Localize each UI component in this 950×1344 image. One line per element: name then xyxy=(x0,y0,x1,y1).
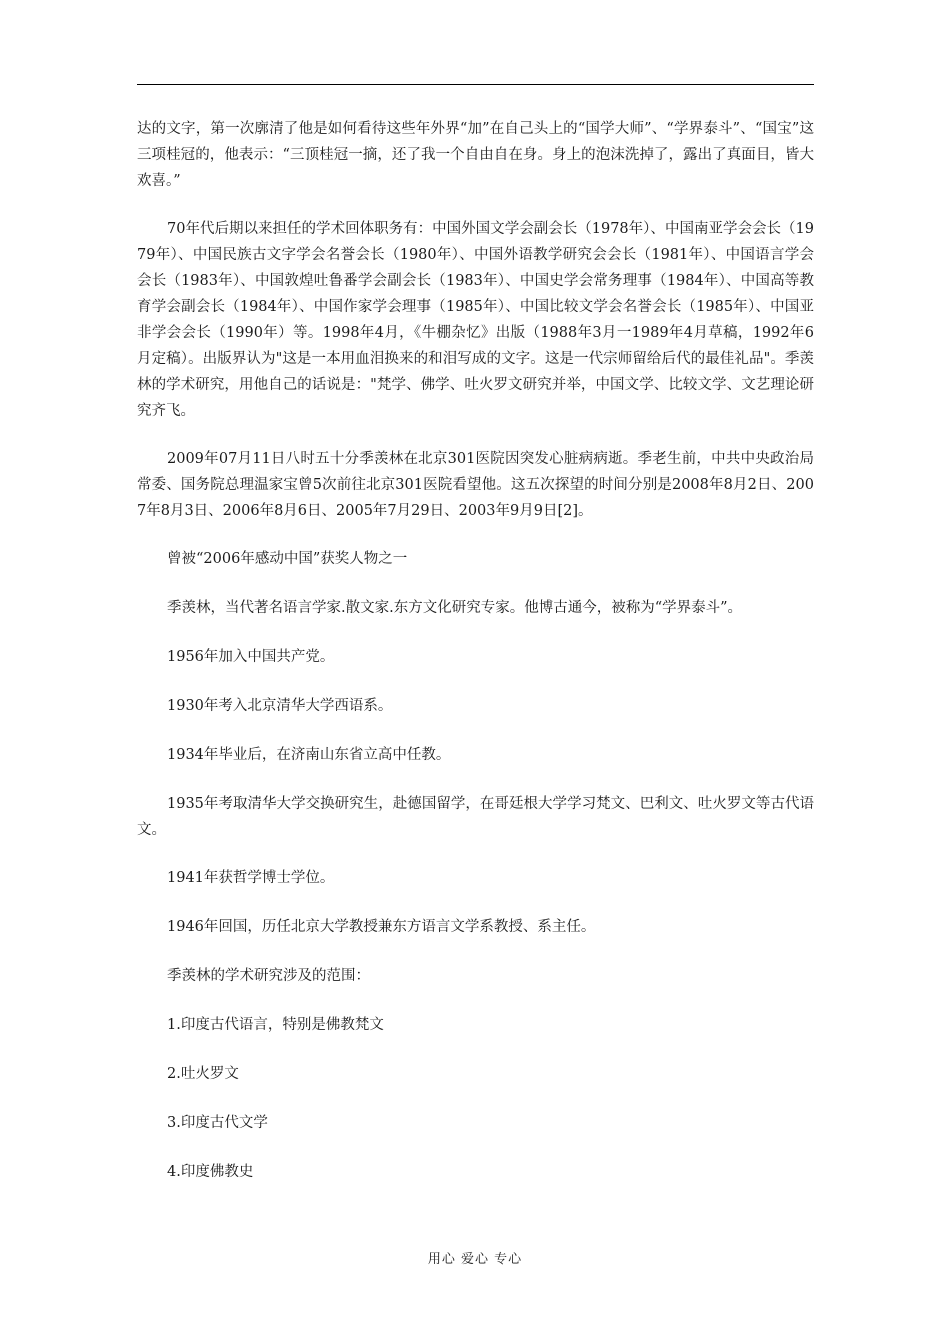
paragraph-1946: 1946年回国，历任北京大学教授兼东方语言文学系教授、系主任。 xyxy=(167,919,596,935)
list-item-literature: 3.印度古代文学 xyxy=(167,1115,268,1131)
page-footer: 用心 爱心 专心 xyxy=(427,1252,523,1267)
paragraph-intro: 季羡林，当代著名语言学家.散文家.东方文化研究专家。他博古通今，被称为“学界泰斗”。 xyxy=(167,600,743,616)
paragraph-1930: 1930年考入北京清华大学西语系。 xyxy=(167,698,393,714)
header-rule xyxy=(137,84,814,85)
paragraph-research-scope: 季羡林的学术研究涉及的范围： xyxy=(167,968,370,984)
paragraph-1934: 1934年毕业后，在济南山东省立高中任教。 xyxy=(167,747,451,763)
list-item-tocharian: 2.吐火罗文 xyxy=(167,1066,239,1082)
list-item-buddhism-history: 4.印度佛教史 xyxy=(167,1164,254,1180)
paragraph-1935: 1935年考取清华大学交换研究生，赴德国留学，在哥廷根大学学习梵文、巴利文、吐火罗文等古代语文。 xyxy=(137,796,814,838)
list-item-sanskrit: 1.印度古代语言，特别是佛教梵文 xyxy=(167,1017,384,1033)
paragraph-1956: 1956年加入中国共产党。 xyxy=(167,649,335,665)
paragraph-continuation: 达的文字，第一次廓清了他是如何看待这些年外界“加”在自己头上的“国学大师”、“学界泰斗”、“国宝”这三项桂冠的，他表示：“三顶桂冠一摘，还了我一个自由自在身。身上的泡沫洗掉了，露出了真面目，皆大欢喜。” xyxy=(137,121,814,189)
paragraph-1941: 1941年获哲学博士学位。 xyxy=(167,870,335,886)
paragraph-passing: 2009年07月11日八时五十分季羡林在北京301医院因突发心脏病病逝。季老生前，中共中央政治局常委、国务院总理温家宝曾5次前往北京301医院看望他。这五次探望的时间分别是2008年8月2日、2007年8月3日、2006年8月6日、2005年7月29日、2003年9月9日[2]。 xyxy=(137,451,814,519)
paragraph-academic-posts: 70年代后期以来担任的学术回体职务有：中国外国文学会副会长（1978年）、中国南亚学会会长（1979年）、中国民族古文字学会名誉会长（1980年）、中国外语教学研究会会长（1981年）、中国语言学会会长（1983年）、中国敦煌吐鲁番学会副会长（1983年）、中国史学会常务理事（1984年）、中国高等教育学会副会长（1984年）、中国作家学会理事（1985年）、中国比较文学会名誉会长（1985年）、中国亚非学会会长（1990年）等。1998年4月，《牛棚杂忆》出版（1988年3月一1989年4月草稿，1992年6月定稿）。出版界认为"这是一本用血泪换来的和泪写成的文字。这是一代宗师留给后代的最佳礼品"。季羡林的学术研究，用他自己的话说是："梵学、佛学、吐火罗文研究并举，中国文学、比较文学、文艺理论研究齐飞。 xyxy=(137,221,814,419)
document-body xyxy=(137,116,814,1208)
paragraph-award: 曾被“2006年感动中国”获奖人物之一 xyxy=(167,551,408,567)
